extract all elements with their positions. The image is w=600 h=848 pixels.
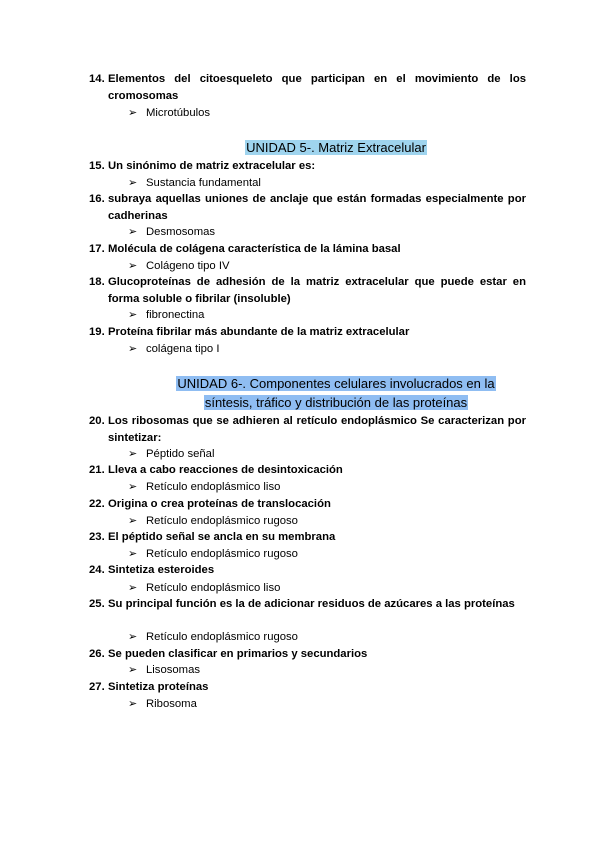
- arrowhead-bullet-icon: ➢: [128, 548, 138, 560]
- answer-text: Retículo endoplásmico liso: [146, 481, 281, 493]
- question-number: 16.: [89, 193, 105, 205]
- question-text: Origina o crea proteínas de translocación: [108, 498, 331, 510]
- unit-6-title-line-1: UNIDAD 6-. Componentes celulares involucrados en la: [177, 376, 495, 391]
- unit-6-title-line-2: síntesis, tráfico y distribución de las proteínas: [204, 395, 468, 410]
- question-number: 17.: [89, 243, 105, 255]
- question-20: [89, 413, 526, 447]
- question-text: Los ribosomas que se adhieren al retículo endoplásmico Se caracterizan por sintetizar:: [108, 415, 526, 444]
- answer-text: fibronectina: [146, 309, 205, 321]
- answer-18: [128, 307, 204, 324]
- question-text: Molécula de colágena característica de la lámina basal: [108, 243, 401, 255]
- question-number: 22.: [89, 498, 105, 510]
- question-24: [89, 562, 526, 579]
- question-text: Proteína fibrilar más abundante de la matriz extracelular: [108, 326, 410, 338]
- question-23: [89, 529, 526, 546]
- answer-15: [128, 175, 261, 192]
- answer-text: Ribosoma: [146, 698, 197, 710]
- answer-text: Retículo endoplásmico rugoso: [146, 631, 298, 643]
- answer-16: [128, 224, 215, 241]
- unit-6-heading-line-1: [0, 375, 600, 392]
- question-number: 14.: [89, 73, 105, 85]
- arrowhead-bullet-icon: ➢: [128, 226, 138, 238]
- question-text: Un sinónimo de matriz extracelular es:: [108, 160, 316, 172]
- question-text: Sintetiza esteroides: [108, 564, 215, 576]
- question-text: Glucoproteínas de adhesión de la matriz extracelular que puede estar en forma soluble o fibrilar (insoluble): [108, 276, 526, 305]
- answer-17: [128, 258, 230, 275]
- question-number: 23.: [89, 531, 105, 543]
- question-text: Lleva a cabo reacciones de desintoxicación: [108, 464, 343, 476]
- arrowhead-bullet-icon: ➢: [128, 698, 138, 710]
- question-number: 27.: [89, 681, 105, 693]
- arrowhead-bullet-icon: ➢: [128, 448, 138, 460]
- arrowhead-bullet-icon: ➢: [128, 260, 138, 272]
- answer-text: Retículo endoplásmico liso: [146, 582, 281, 594]
- answer-text: Péptido señal: [146, 448, 215, 460]
- answer-text: Lisosomas: [146, 664, 200, 676]
- question-text: Elementos del citoesqueleto que participan en el movimiento de los cromosomas: [108, 73, 526, 102]
- question-27: [89, 679, 526, 696]
- question-number: 25.: [89, 598, 105, 610]
- arrowhead-bullet-icon: ➢: [128, 481, 138, 493]
- question-number: 15.: [89, 160, 105, 172]
- question-number: 26.: [89, 648, 105, 660]
- answer-text: Sustancia fundamental: [146, 177, 261, 189]
- question-19: [89, 324, 526, 341]
- arrowhead-bullet-icon: ➢: [128, 107, 138, 119]
- arrowhead-bullet-icon: ➢: [128, 177, 138, 189]
- question-text: El péptido señal se ancla en su membrana: [108, 531, 336, 543]
- answer-text: colágena tipo I: [146, 343, 220, 355]
- question-17: [89, 241, 526, 258]
- question-25: [89, 596, 526, 613]
- arrowhead-bullet-icon: ➢: [128, 343, 138, 355]
- question-text: subraya aquellas uniones de anclaje que están formadas especialmente por cadherinas: [108, 193, 526, 222]
- unit-5-title: UNIDAD 5-. Matriz Extracelular: [246, 140, 426, 155]
- answer-14: [128, 105, 210, 122]
- question-22: [89, 496, 526, 513]
- arrowhead-bullet-icon: ➢: [128, 515, 138, 527]
- question-26: [89, 646, 526, 663]
- question-text: Su principal función es la de adicionar residuos de azúcares a las proteínas: [108, 598, 515, 610]
- question-21: [89, 462, 526, 479]
- arrowhead-bullet-icon: ➢: [128, 309, 138, 321]
- arrowhead-bullet-icon: ➢: [128, 631, 138, 643]
- answer-23: [128, 546, 298, 563]
- answer-25: [128, 629, 298, 646]
- question-18: [89, 274, 526, 308]
- answer-22: [128, 513, 298, 530]
- answer-text: Retículo endoplásmico rugoso: [146, 515, 298, 527]
- answer-24: [128, 580, 280, 597]
- arrowhead-bullet-icon: ➢: [128, 582, 138, 594]
- answer-text: Microtúbulos: [146, 107, 211, 119]
- answer-21: [128, 479, 280, 496]
- question-14: [89, 71, 526, 105]
- answer-19: [128, 341, 220, 358]
- unit-6-heading-line-2: [0, 394, 600, 411]
- question-number: 24.: [89, 564, 105, 576]
- question-15: [89, 158, 526, 175]
- answer-text: Desmosomas: [146, 226, 216, 238]
- question-number: 21.: [89, 464, 105, 476]
- question-number: 18.: [89, 276, 105, 288]
- unit-5-heading: [0, 139, 600, 156]
- question-text: Sintetiza proteínas: [108, 681, 209, 693]
- answer-20: [128, 446, 214, 463]
- question-16: [89, 191, 526, 225]
- answer-text: Retículo endoplásmico rugoso: [146, 548, 298, 560]
- answer-27: [128, 696, 197, 713]
- answer-text: Colágeno tipo IV: [146, 260, 230, 272]
- question-number: 19.: [89, 326, 105, 338]
- answer-26: [128, 662, 200, 679]
- question-text: Se pueden clasificar en primarios y secundarios: [108, 648, 368, 660]
- question-number: 20.: [89, 415, 105, 427]
- arrowhead-bullet-icon: ➢: [128, 664, 138, 676]
